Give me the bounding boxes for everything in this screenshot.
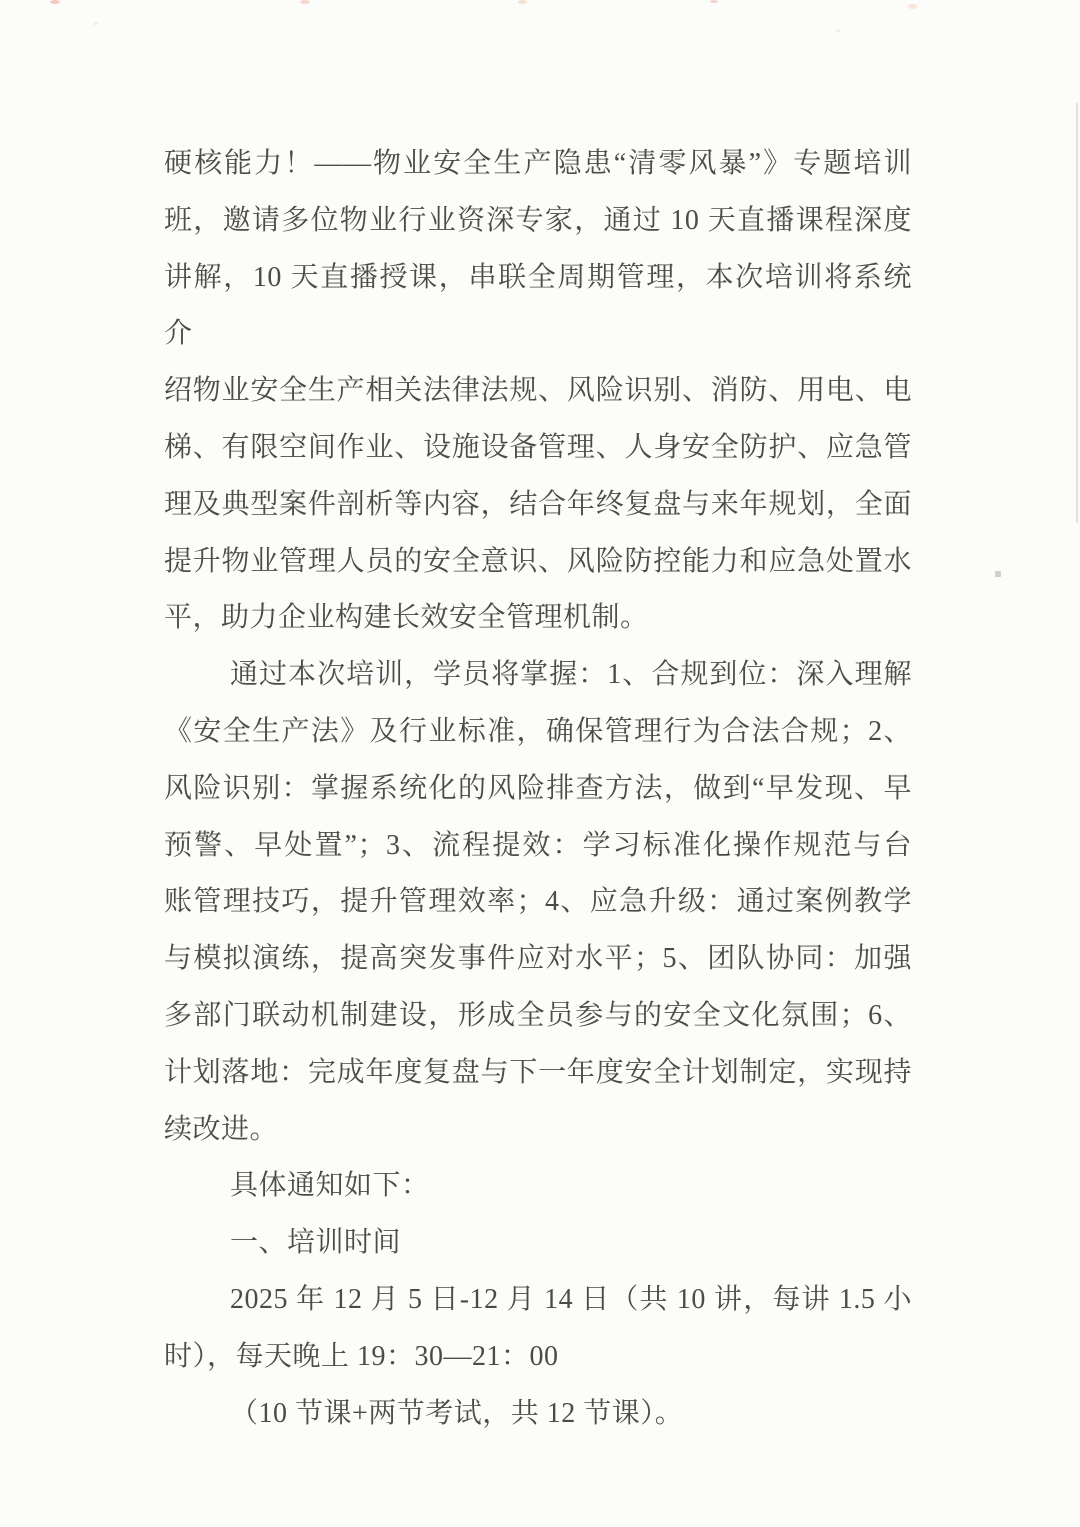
text-line: 班，邀请多位物业行业资深专家，通过 10 天直播课程深度: [164, 204, 912, 236]
scan-speck: [93, 22, 98, 25]
text-line: 风险识别：掌握系统化的风险排查方法，做到“早发现、早: [164, 772, 912, 804]
scan-speck: [995, 571, 1001, 577]
text-line: 续改进。: [164, 1113, 279, 1145]
text-line: 提升物业管理人员的安全意识、风险防控能力和应急处置水: [164, 545, 912, 577]
text-line: 多部门联动机制建设，形成全员参与的安全文化氛围；6、: [164, 999, 912, 1031]
text-line: 平，助力企业构建长效安全管理机制。: [164, 602, 649, 634]
text-line: 预警、早处置”；3、流程提效：学习标准化操作规范与台: [164, 829, 912, 861]
text-line: 讲解，10 天直播授课，串联全周期管理，本次培训将系统介: [164, 261, 912, 350]
text-line: 硬核能力！——物业安全生产隐患“清零风暴”》专题培训: [164, 148, 912, 179]
scan-speck: [710, 0, 718, 3]
scan-speck: [50, 0, 60, 4]
text-line: 理及典型案件剖析等内容，结合年终复盘与来年规划，全面: [164, 488, 912, 520]
scan-speck: [908, 4, 917, 9]
text-line: 账管理技巧，提升管理效率；4、应急升级：通过案例教学: [164, 886, 912, 918]
text-line: 计划落地：完成年度复盘与下一年度安全计划制定，实现持: [164, 1056, 912, 1088]
scan-edge-shadow: [1076, 103, 1078, 523]
notice-body: [164, 136, 912, 1442]
text-line: 梯、有限空间作业、设施设备管理、人身安全防护、应急管: [164, 431, 912, 463]
text-line: 通过本次培训，学员将掌握：1、合规到位：深入理解: [230, 659, 912, 691]
text-line: 《安全生产法》及行业标准，确保管理行为合法合规；2、: [164, 715, 912, 747]
text-line-lesson-count: （10 节课+两节考试，共 12 节课）。: [230, 1397, 684, 1429]
text-line: 与模拟演练，提高突发事件应对水平；5、团队协同：加强: [164, 943, 912, 975]
scan-speck: [518, 0, 527, 4]
text-line-training-dates: 2025 年 12 月 5 日-12 月 14 日（共 10 讲，每讲 1.5 小: [230, 1283, 912, 1315]
text-line: 绍物业安全生产相关法律法规、风险识别、消防、用电、电: [164, 375, 912, 407]
text-line-section-heading: 一、培训时间: [230, 1227, 402, 1259]
text-line-notice-intro: 具体通知如下：: [230, 1170, 430, 1202]
scan-speck: [836, 29, 841, 32]
text-line-training-time: 时），每天晚上 19：30—21：00: [164, 1340, 559, 1372]
scan-speck: [300, 0, 310, 4]
